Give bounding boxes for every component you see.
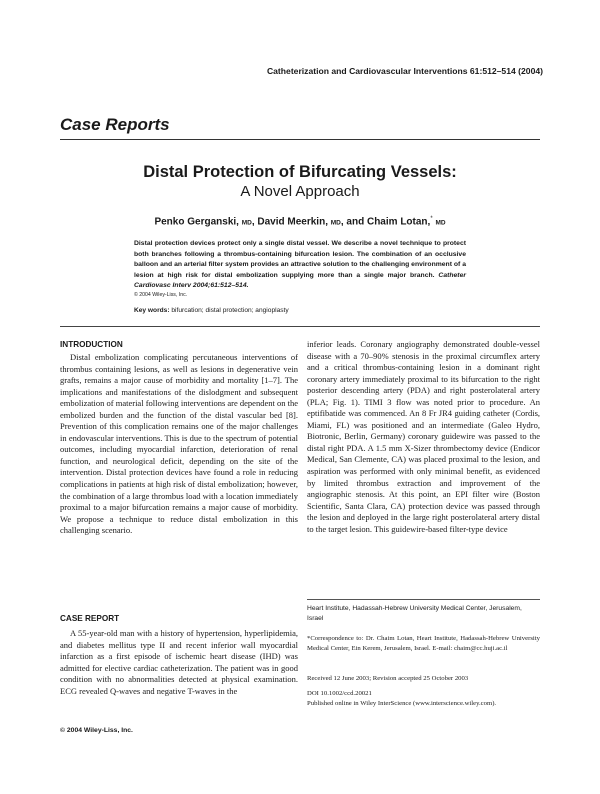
abstract-divider	[60, 326, 540, 327]
intro-body	[60, 352, 298, 537]
published-footnote: Published online in Wiley InterScience (www.interscience.wiley.com).	[307, 700, 497, 707]
author-degree: MD	[330, 219, 341, 227]
author-name: Penko Gerganski,	[154, 216, 239, 228]
author-name: , and Chaim Lotan,	[340, 216, 431, 228]
abstract-copyright: © 2004 Wiley-Liss, Inc.	[134, 292, 188, 298]
intro-paragraph: Distal embolization complicating percutaneous interventions of thrombus containing lesions, as well as lesions in degenerative vein grafts, remains a major cause of morbidity and mortality [1–7]. The implications and manifestations of the dislodgment and subsequent embolization of material following interventions are dependent on the embolized burden and the function of the distal vascular bed [8]. Prevention of this complication remains one of the major challenges in endovascular interventions. This is due to the spectrum of potential outcomes, including myocardial infarction, deterioration of renal function, and neurological deficit, depending on the site of the intervention. Distal protection devices have found a role in reducing complications in patients at high risk of distal embolization; however, the combination of a large thrombus load with a location immediately proximal to a major bifurcation remains a major cause of morbidity. We propose a technique to reduce distal embolization in this challenging scenario.	[60, 352, 298, 536]
abstract	[134, 239, 466, 292]
abstract-citation: Catheter Cardiovasc Interv 2004;61:512–514.	[134, 271, 466, 290]
case-report-paragraph: A 55-year-old man with a history of hypertension, hyperlipidemia, and diabetes mellitus type II and recent inferior wall myocardial infarction as a first episode of ischemic heart disease (IHD) was admitted for elective cardiac catheterization. The patient was in good condition with no abnormalities detected at physical examination. ECG revealed Q-waves and negative T-waves in the	[60, 628, 298, 696]
article-title: Distal Protection of Bifurcating Vessels:	[143, 163, 457, 181]
case-report-heading: CASE REPORT	[60, 614, 120, 623]
keywords-text: bifurcation; distal protection; angioplasty	[169, 307, 289, 314]
footnote-divider	[307, 599, 540, 600]
author-degree: MD	[435, 219, 446, 227]
keywords	[134, 307, 289, 314]
section-divider	[60, 139, 540, 140]
case-report-body	[60, 628, 298, 697]
section-label: Case Reports	[60, 115, 170, 134]
right-column-paragraph: inferior leads. Coronary angiography demonstrated double-vessel disease with a 70–90% stenosis in the proximal circumflex artery and a critical thrombus-containing lesion in a dominant right coronary artery immediately proximal to its bifurcation to the right posterior descending artery (PDA) and right posterolateral artery (PLA; Fig. 1). TIMI 3 flow was noted prior to procedure. An eptifibatide was commenced. An 8 Fr JR4 guiding catheter (Cordis, Miami, FL) was positioned and an intermediate (Galeo Hydro, Biotronic, Berlin, Germany) coronary guidewire was passed to the distal right PDA. A 1.5 mm X-Sizer thrombectomy device (Endicor Medical, San Clemente, CA) was placed proximal to the lesion, and aspiration was performed with only minimal benefit, as evidenced by limited thrombus extraction and improvement of the angiographic stenosis. At this point, an EPI filter wire (Boston Scientific, Santa Clara, CA) protection device was passed through the lesion and deployed in the large right posterolateral artery distal to the target lesion. This guidewire-based filter-type device	[307, 339, 540, 534]
correspondence-mark: *	[430, 216, 433, 222]
author-degree: MD	[241, 219, 252, 227]
correspondence-footnote: *Correspondence to: Dr. Chaim Lotan, Heart Institute, Hadassah-Hebrew University Medical Center, Ein Kerem, Jerusalem, Israel. E-mail: chaim@cc.huji.ac.il	[307, 635, 540, 652]
abstract-text: Distal protection devices protect only a single distal vessel. We describe a novel technique to protect both branches following a thrombus-containing bifurcation lesion. The combination of an occlusive balloon and an arterial filter system provides an attractive solution to the challenging environment of a lesion at high risk for distal embolization supplying more than a single major branch.	[134, 240, 466, 279]
article-subtitle: A Novel Approach	[240, 183, 360, 200]
footer-copyright: © 2004 Wiley-Liss, Inc.	[60, 727, 133, 734]
received-footnote: Received 12 June 2003; Revision accepted 25 October 2003	[307, 675, 469, 682]
affiliation-footnote: Heart Institute, Hadassah-Hebrew University Medical Center, Jerusalem, Israel	[307, 605, 522, 622]
right-column-body	[307, 339, 540, 535]
author-list	[60, 216, 540, 227]
intro-heading: INTRODUCTION	[60, 340, 123, 349]
keywords-label: Key words:	[134, 307, 170, 314]
author-name: , David Meerkin,	[251, 216, 328, 228]
journal-header: Catheterization and Cardiovascular Interventions 61:512–514 (2004)	[266, 66, 543, 76]
doi-footnote: DOI 10.1002/ccd.20021	[307, 690, 372, 697]
